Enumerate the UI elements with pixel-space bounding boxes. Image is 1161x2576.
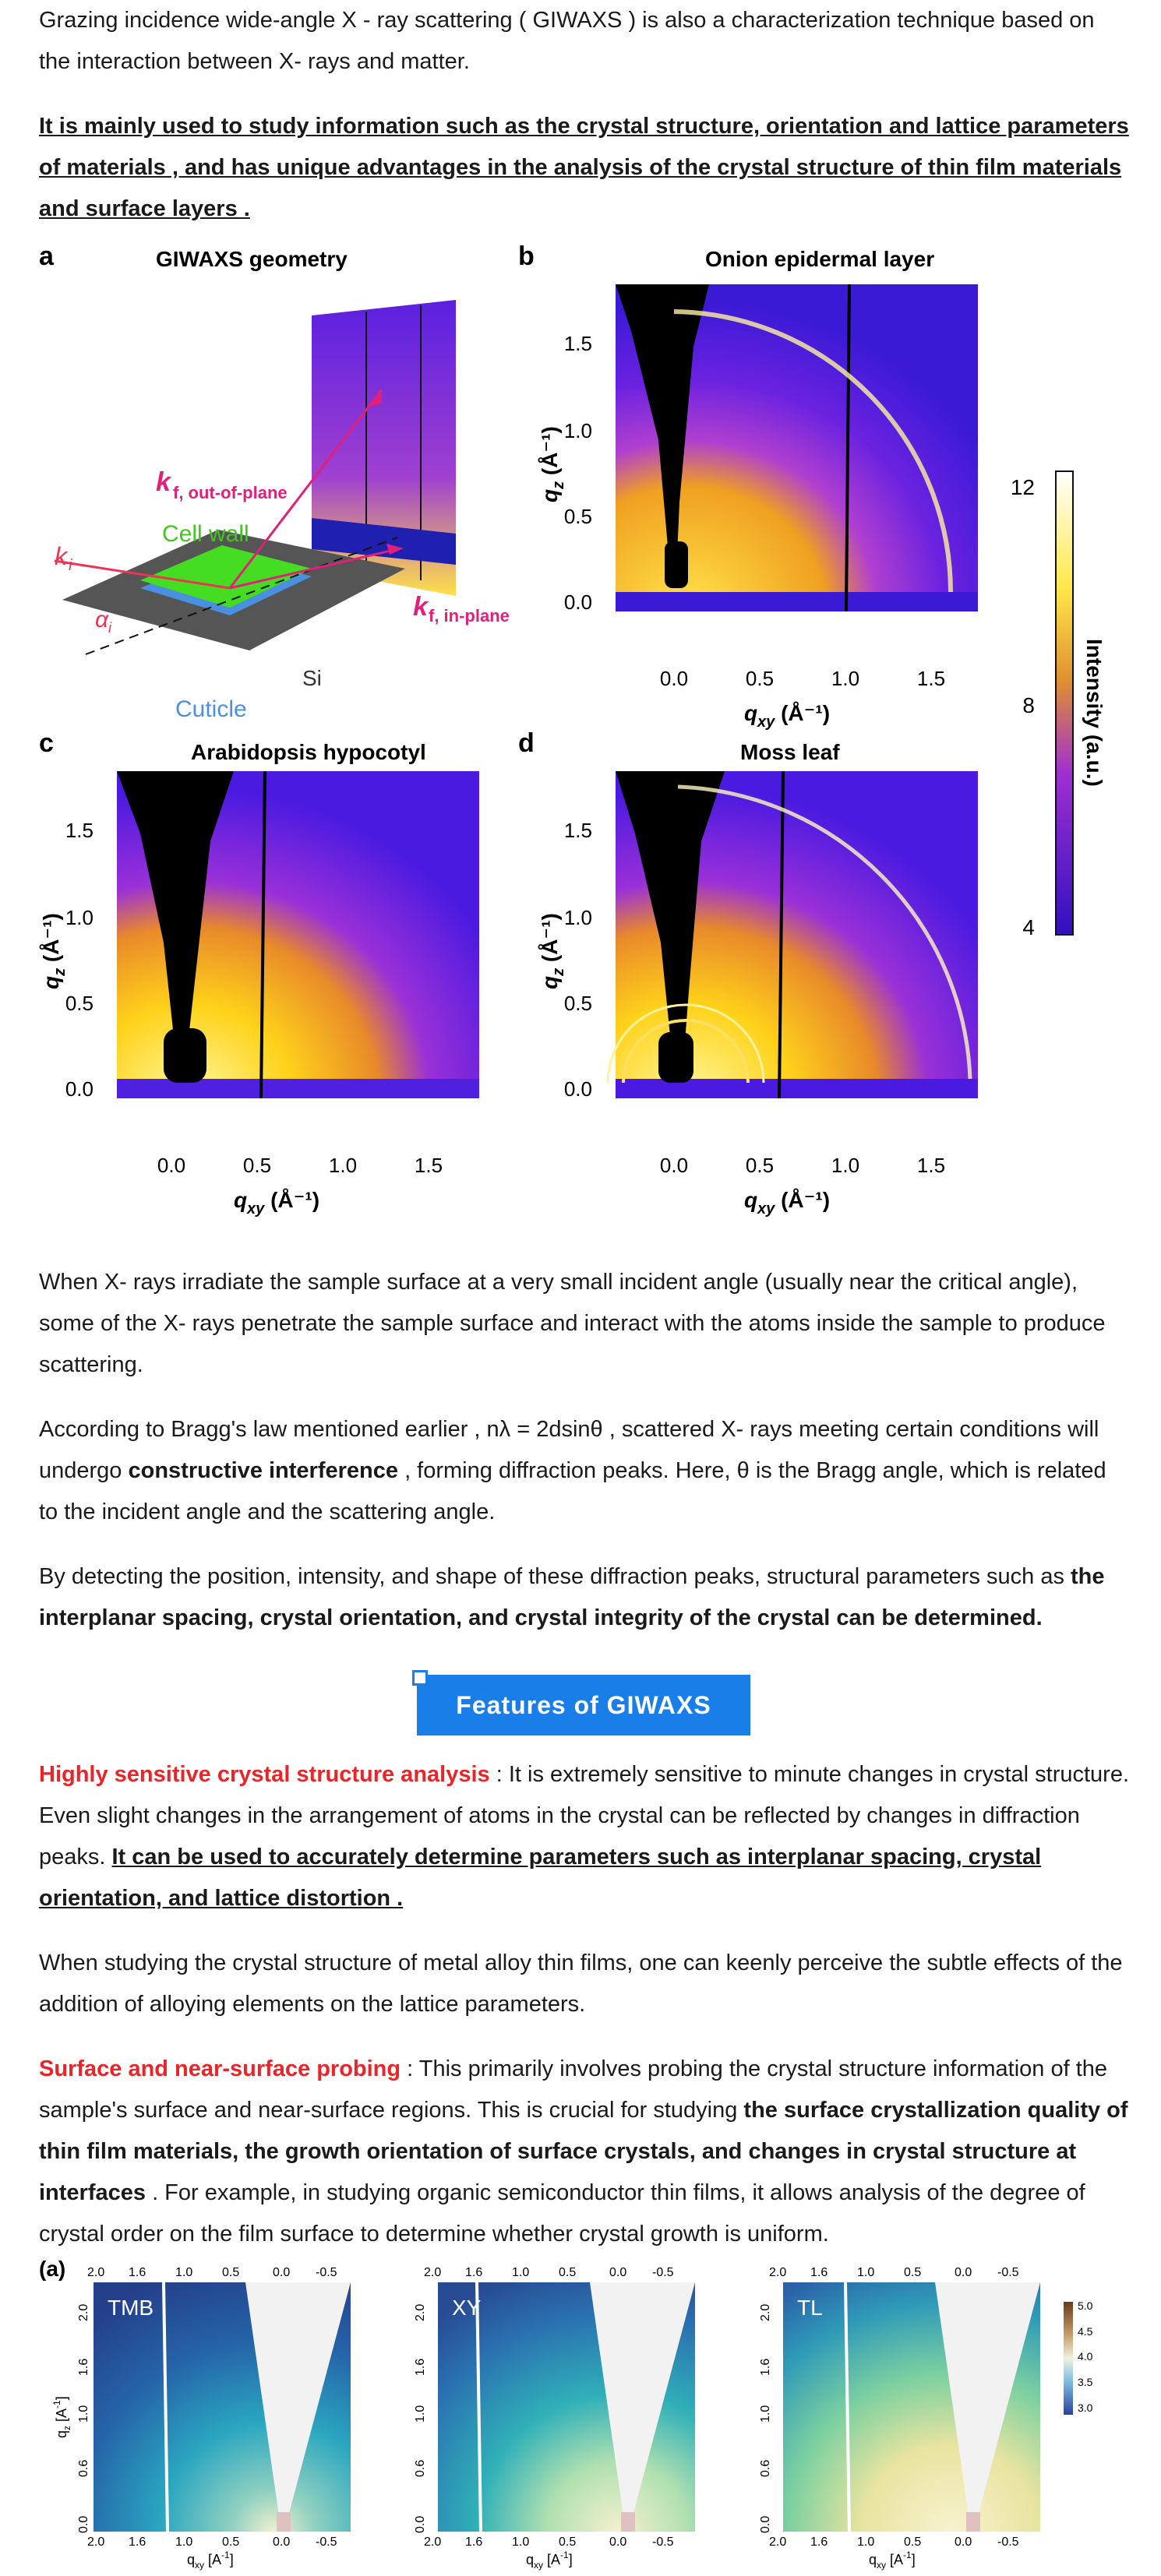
y-tick-label: 1.0 xyxy=(65,906,94,929)
cell-wall-label: Cell wall xyxy=(162,521,249,547)
panel-tl xyxy=(783,2282,1040,2532)
svg-text:0.0: 0.0 xyxy=(955,2535,972,2549)
y-tick-label: 0.5 xyxy=(563,992,592,1015)
svg-text:0.0: 0.0 xyxy=(955,2266,972,2279)
y-tick-label: 0.5 xyxy=(563,505,592,528)
colorbar-tick: 4 xyxy=(1022,915,1035,939)
panel-b-y-axis xyxy=(538,332,592,614)
x-tick-label: 1.5 xyxy=(414,1154,443,1177)
svg-text:1.0: 1.0 xyxy=(512,2266,530,2279)
kf-in-label: k xyxy=(413,592,428,622)
intro-section xyxy=(39,0,1130,230)
x-tick-label: 0.0 xyxy=(157,1154,186,1177)
svg-text:0.5: 0.5 xyxy=(904,2535,922,2549)
svg-text:1.0: 1.0 xyxy=(512,2535,530,2549)
ki-label: k xyxy=(55,542,67,570)
feature-1-example: When studying the crystal structure of metal alloy thin films, one can keenly perceive the subtle effects of the addition of alloying elements on the lattice parameters. xyxy=(39,1951,1123,2017)
svg-text:2.0: 2.0 xyxy=(769,2535,787,2549)
body-paragraph: When X- rays irradiate the sample surface at a very small incident angle (usually near the critical angle), some of the X- rays penetrate the sample surface and interact with the atoms inside the sample to produce scattering. xyxy=(39,1270,1106,1377)
panel-c-y-axis xyxy=(39,819,94,1101)
panel-b-plot xyxy=(616,284,978,611)
svg-text:1.0: 1.0 xyxy=(77,2405,90,2423)
y-tick-label: 0.0 xyxy=(563,590,592,614)
y-tick-label: 1.0 xyxy=(563,906,592,929)
y-axis-label: $q_z$ (Å⁻¹) xyxy=(39,913,69,989)
ki-sub: i xyxy=(69,557,72,574)
feature-2-title: Surface and near-surface probing xyxy=(39,2056,401,2081)
solvent-giwaxs-svg xyxy=(39,2251,1130,2572)
svg-text:1.6: 1.6 xyxy=(810,2266,828,2279)
svg-text:1.6: 1.6 xyxy=(414,2358,427,2376)
svg-text:0.0: 0.0 xyxy=(273,2535,291,2549)
svg-text:0.0: 0.0 xyxy=(759,2515,772,2533)
x-tick-label: 1.5 xyxy=(916,667,946,690)
svg-text:1.0: 1.0 xyxy=(175,2535,193,2549)
panel-name: TMB xyxy=(108,2296,154,2320)
svg-text:-0.5: -0.5 xyxy=(997,2266,1019,2279)
svg-text:-0.5: -0.5 xyxy=(997,2535,1019,2549)
body-section xyxy=(39,1262,1130,1639)
panel-d-plot xyxy=(608,771,978,1098)
panel-c-title: Arabidopsis hypocotyl xyxy=(191,740,426,764)
x-tick-label: 0.5 xyxy=(745,667,775,690)
svg-text:0.5: 0.5 xyxy=(904,2266,922,2279)
beamstop xyxy=(164,1028,206,1083)
x-axis-label: $q_{xy}$ $[A^{-1}]$ xyxy=(187,2550,234,2571)
y-tick-label: 1.0 xyxy=(563,419,592,442)
alpha-label: α xyxy=(95,607,109,633)
colorbar-tick: 12 xyxy=(1010,475,1035,499)
kf-out-label: k xyxy=(156,467,171,497)
x-tick-label: 0.0 xyxy=(659,1154,689,1177)
colorbar-2 xyxy=(1064,2299,1093,2415)
svg-text:2.0: 2.0 xyxy=(759,2303,772,2321)
x-axis-label: $q_{xy}$ (Å⁻¹) xyxy=(743,1188,831,1218)
svg-text:2.0: 2.0 xyxy=(77,2303,90,2321)
x-axis-label: $q_{xy}$ (Å⁻¹) xyxy=(233,1188,320,1218)
svg-text:0.5: 0.5 xyxy=(222,2535,240,2549)
solvent-giwaxs-figure xyxy=(39,2251,1130,2572)
y-tick-label: 1.5 xyxy=(563,819,592,842)
svg-text:1.0: 1.0 xyxy=(759,2405,772,2423)
svg-text:1.0: 1.0 xyxy=(857,2535,875,2549)
beamstop xyxy=(966,2512,980,2532)
svg-text:0.6: 0.6 xyxy=(77,2459,90,2477)
svg-text:2.0: 2.0 xyxy=(769,2266,787,2279)
features-section xyxy=(39,1754,1130,2255)
feature-1-title: Highly sensitive crystal structure analysis xyxy=(39,1762,490,1787)
panel-c-letter: c xyxy=(39,728,54,758)
svg-text:1.6: 1.6 xyxy=(77,2358,90,2376)
panel-a-letter: a xyxy=(39,241,54,271)
alpha-sub: i xyxy=(108,620,111,636)
svg-text:0.0: 0.0 xyxy=(609,2266,627,2279)
svg-text:1.6: 1.6 xyxy=(465,2535,483,2549)
svg-text:0.0: 0.0 xyxy=(273,2266,291,2279)
y-axis-label: $q_z$ (Å⁻¹) xyxy=(538,913,567,989)
y-tick-label: 0.0 xyxy=(65,1077,94,1101)
intro-underlined-paragraph: It is mainly used to study information such as the crystal structure, orientation and lattice parameters of materials , and has unique advantages in the analysis of the crystal structure of thin film materials and surface layers . xyxy=(39,114,1129,221)
svg-text:1.6: 1.6 xyxy=(759,2358,772,2376)
giwaxs-figure-svg xyxy=(39,234,1130,1239)
x-tick-label: 1.5 xyxy=(916,1154,946,1177)
x-tick-label: 1.0 xyxy=(328,1154,358,1177)
giwaxs-figure xyxy=(39,234,1130,1239)
bragg-paragraph: According to Bragg's law mentioned earlier , nλ = 2dsinθ , scattered X- rays meeting certain conditions will undergo constructive interference , forming diffraction peaks. Here, θ is the Bragg angle, which is related to the incident angle and the scattering angle. xyxy=(39,1417,1106,1524)
beamstop xyxy=(621,2512,635,2532)
svg-text:0.0: 0.0 xyxy=(609,2535,627,2549)
feature-1-paragraph: Highly sensitive crystal structure analysis : It is extremely sensitive to minute changes in crystal structure. Even slight changes in the arrangement of atoms in the crystal can be reflected by changes in diffraction peaks. It can be used to accurately determine parameters such as interplanar spacing, crystal orientation, and lattice distortion . xyxy=(39,1762,1130,1911)
intro-paragraph: Grazing incidence wide-angle X - ray scattering ( GIWAXS ) is also a characterization technique based on the interaction between X- rays and matter. xyxy=(39,8,1095,74)
x-axis-label: $q_{xy}$ (Å⁻¹) xyxy=(743,701,831,731)
panel-xy xyxy=(438,2282,695,2532)
cuticle-label: Cuticle xyxy=(175,696,247,722)
svg-text:-0.5: -0.5 xyxy=(316,2266,337,2279)
x-tick-label: 0.5 xyxy=(745,1154,775,1177)
y-axis-label: $q_z$ (Å⁻¹) xyxy=(538,426,567,502)
colorbar-label: Intensity (a.u.) xyxy=(1082,639,1106,787)
svg-text:0.6: 0.6 xyxy=(759,2459,772,2477)
panel-tmb xyxy=(94,2282,351,2532)
panel-c-plot xyxy=(117,771,479,1098)
svg-text:1.0: 1.0 xyxy=(414,2405,427,2423)
kf-out-sub: f, out-of-plane xyxy=(173,483,288,502)
colorbar xyxy=(1011,471,1106,939)
detection-paragraph: By detecting the position, intensity, and shape of these diffraction peaks, structural parameters such as the interplanar spacing, crystal orientation, and crystal integrity of the crystal can be determined. xyxy=(39,1564,1105,1630)
svg-text:2.0: 2.0 xyxy=(414,2303,427,2321)
svg-text:2.0: 2.0 xyxy=(87,2266,105,2279)
panel-c-x-axis xyxy=(157,1154,443,1218)
svg-text:0.5: 0.5 xyxy=(222,2266,240,2279)
panel-b-letter: b xyxy=(518,241,535,271)
svg-text:1.0: 1.0 xyxy=(175,2266,193,2279)
svg-text:0.5: 0.5 xyxy=(559,2266,577,2279)
x-axis-label: $q_{xy}$ $[A^{-1}]$ xyxy=(869,2550,916,2571)
y-axis-label: $q_z$ $[A^{-1}]$ xyxy=(51,2396,72,2438)
panel-name: TL xyxy=(797,2296,823,2320)
heading-corner-decoration xyxy=(412,1670,428,1686)
svg-text:4.5: 4.5 xyxy=(1078,2325,1093,2338)
svg-text:0.0: 0.0 xyxy=(77,2515,90,2533)
panel-d-letter: d xyxy=(518,728,535,758)
panel-d-title: Moss leaf xyxy=(740,740,840,764)
beamstop xyxy=(665,541,688,588)
svg-text:0.0: 0.0 xyxy=(414,2515,427,2533)
panel-d-y-axis xyxy=(538,819,592,1101)
panel-name: XY xyxy=(452,2296,482,2320)
svg-text:5.0: 5.0 xyxy=(1078,2299,1093,2312)
svg-text:1.6: 1.6 xyxy=(465,2266,483,2279)
si-label: Si xyxy=(302,666,322,690)
y-tick-label: 0.0 xyxy=(563,1077,592,1101)
svg-text:-0.5: -0.5 xyxy=(652,2535,674,2549)
colorbar-tick: 8 xyxy=(1022,693,1035,717)
svg-text:1.6: 1.6 xyxy=(129,2535,146,2549)
features-heading: Features of GIWAXS xyxy=(417,1675,750,1736)
figure-2-label: (a) xyxy=(39,2257,66,2281)
panel-d-x-axis xyxy=(660,1154,945,1218)
svg-text:0.5: 0.5 xyxy=(559,2535,577,2549)
svg-text:1.0: 1.0 xyxy=(857,2266,875,2279)
svg-text:2.0: 2.0 xyxy=(424,2266,442,2279)
svg-text:2.0: 2.0 xyxy=(424,2535,442,2549)
panel-a-title: GIWAXS geometry xyxy=(156,247,348,271)
horizon-band xyxy=(117,1079,479,1098)
horizon-band xyxy=(616,592,978,611)
x-tick-label: 0.5 xyxy=(242,1154,272,1177)
panel-a-schematic xyxy=(55,300,510,722)
panel-b-x-axis xyxy=(660,667,945,731)
svg-text:3.5: 3.5 xyxy=(1078,2376,1093,2388)
svg-text:0.6: 0.6 xyxy=(414,2459,427,2477)
svg-text:4.0: 4.0 xyxy=(1078,2350,1093,2363)
y-tick-label: 1.5 xyxy=(563,332,592,355)
svg-text:-0.5: -0.5 xyxy=(316,2535,337,2549)
x-tick-label: 1.0 xyxy=(831,1154,860,1177)
colorbar-gradient xyxy=(1056,471,1073,935)
svg-text:3.0: 3.0 xyxy=(1078,2402,1093,2414)
beamstop xyxy=(658,1032,693,1083)
y-tick-label: 1.5 xyxy=(65,819,94,842)
svg-text:1.6: 1.6 xyxy=(129,2266,146,2279)
x-axis-label: $q_{xy}$ $[A^{-1}]$ xyxy=(526,2550,573,2571)
y-tick-label: 0.5 xyxy=(65,992,94,1015)
svg-text:2.0: 2.0 xyxy=(87,2535,105,2549)
svg-text:-0.5: -0.5 xyxy=(652,2266,674,2279)
x-tick-label: 1.0 xyxy=(831,667,860,690)
beamstop xyxy=(277,2512,291,2532)
panel-b-title: Onion epidermal layer xyxy=(705,247,935,271)
x-tick-label: 0.0 xyxy=(659,667,689,690)
svg-text:1.6: 1.6 xyxy=(810,2535,828,2549)
kf-in-sub: f, in-plane xyxy=(429,606,510,625)
feature-2-paragraph: Surface and near-surface probing : This primarily involves probing the crystal structure information of the sample's surface and near-surface regions. This is crucial for studying the surface crystallization quality of thin film materials, the growth orientation of surface crystals, and changes in crystal structure at interfaces . For example, in studying organic semiconductor thin films, it allows analysis of the degree of crystal order on the film surface to determine whether crystal growth is uniform. xyxy=(39,2056,1128,2247)
colorbar-gradient xyxy=(1064,2302,1073,2415)
